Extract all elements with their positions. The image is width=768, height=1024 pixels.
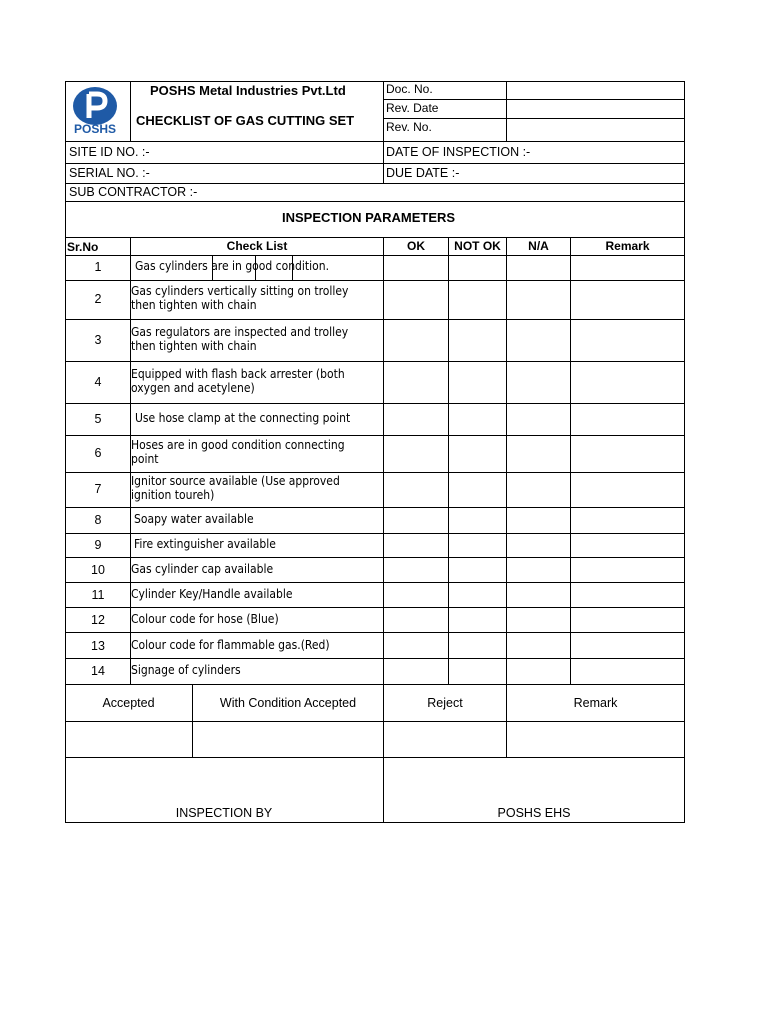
result-accepted: Accepted <box>102 696 155 710</box>
col-na: N/A <box>528 239 549 253</box>
serial-no-field: SERIAL NO. :- <box>69 166 150 180</box>
rev-date-label: Rev. Date <box>386 101 439 115</box>
col-srno: Sr.No <box>67 240 99 254</box>
logo-text: POSHS <box>73 122 116 136</box>
sub-contractor-field: SUB CONTRACTOR :- <box>69 185 198 199</box>
result-remark: Remark <box>573 696 618 710</box>
inspection-by-label: INSPECTION BY <box>175 806 273 820</box>
posh-ehs-label: POSHS EHS <box>497 806 571 820</box>
checklist-title: CHECKLIST OF GAS CUTTING SET <box>136 113 355 128</box>
row-number: 3 <box>94 333 102 347</box>
check-item: Signage of cylinders <box>131 663 241 677</box>
check-item: Colour code for hose (Blue) <box>131 612 279 626</box>
row-number: 9 <box>94 538 102 552</box>
due-date-field: DUE DATE :- <box>386 166 460 180</box>
section-title: INSPECTION PARAMETERS <box>282 210 456 225</box>
check-item: Soapy water available <box>134 512 254 526</box>
row-number: 12 <box>91 613 105 627</box>
check-item: Fire extinguisher available <box>134 537 276 551</box>
result-reject: Reject <box>427 696 463 710</box>
col-ok: OK <box>407 239 425 253</box>
row-number: 4 <box>94 375 102 389</box>
check-item: Gas cylinders are in good condition. <box>135 259 330 273</box>
check-item: Colour code for flammable gas.(Red) <box>131 638 330 652</box>
row-number: 7 <box>94 482 102 496</box>
check-item: Gas regulators are inspected and trolley then tighten with chain <box>131 325 349 353</box>
row-number: 11 <box>91 588 105 602</box>
company-name: POSHS Metal Industries Pvt.Ltd <box>150 83 346 98</box>
check-item: Gas cylinder cap available <box>131 562 274 576</box>
result-with-condition: With Condition Accepted <box>219 696 357 710</box>
row-number: 2 <box>94 292 102 306</box>
row-number: 10 <box>91 563 105 577</box>
check-item: Use hose clamp at the connecting point <box>135 411 351 425</box>
doc-no-label: Doc. No. <box>386 82 433 96</box>
rev-no-label: Rev. No. <box>386 120 432 134</box>
check-item: Cylinder Key/Handle available <box>131 587 293 601</box>
posh-logo <box>69 86 121 138</box>
row-number: 5 <box>94 412 102 426</box>
row-number: 8 <box>94 513 102 527</box>
check-item: Hoses are in good condition connecting point <box>131 438 345 466</box>
check-item: Gas cylinders vertically sitting on trolley then tighten with chain <box>131 284 349 312</box>
col-remark: Remark <box>605 239 650 253</box>
row-number: 1 <box>94 260 102 274</box>
site-id-field: SITE ID NO. :- <box>69 145 150 159</box>
col-checklist: Check List <box>226 239 288 253</box>
row-number: 14 <box>91 664 105 678</box>
col-not-ok: NOT OK <box>454 239 501 253</box>
check-item: Ignitor source available (Use approved ignition toureh) <box>131 474 340 502</box>
row-number: 13 <box>91 639 105 653</box>
row-number: 6 <box>94 446 102 460</box>
date-of-inspection-field: DATE OF INSPECTION :- <box>386 145 531 159</box>
check-item: Equipped with flash back arrester (both oxygen and acetylene) <box>131 367 345 395</box>
